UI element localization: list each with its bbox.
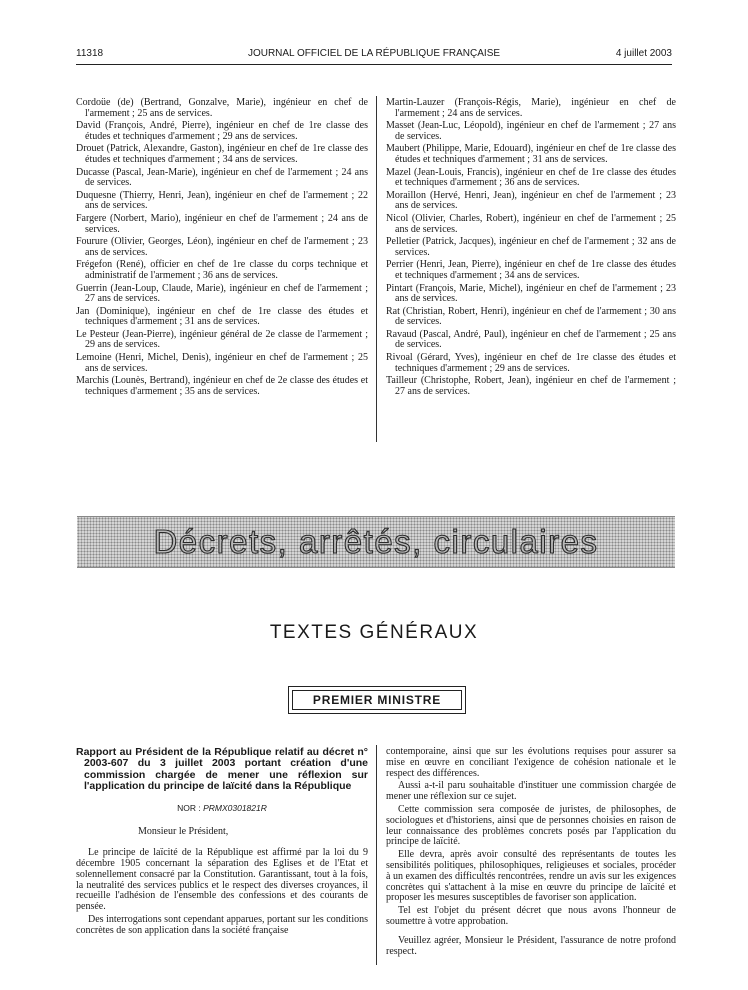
paragraph: Elle devra, après avoir consulté des représentants de toutes les sensibilités politiques, philosophiques, religieuses et sociales, procéder à un examen des difficultés rencontrées, rendre un avis sur les exigences concrètes qui s'attachent à la mise en œuvre du principe de laïcité et proposer les mesures susceptibles de favoriser son application. <box>386 849 676 904</box>
list-item: Guerrin (Jean-Loup, Claude, Marie), ingénieur en chef de l'armement ; 27 ans de services. <box>76 282 368 305</box>
salutation: Monsieur le Président, <box>138 826 229 838</box>
list-item: Martin-Lauzer (François-Régis, Marie), ingénieur en chef de l'armement ; 24 ans de services. <box>386 97 676 119</box>
page-header <box>76 48 672 65</box>
list-item: Drouet (Patrick, Alexandre, Gaston), ingénieur en chef de 1re classe des études et techniques d'armement ; 34 ans de services. <box>76 143 368 165</box>
list-item: Pintart (François, Marie, Michel), ingénieur en chef de l'armement ; 23 ans de services. <box>386 282 676 305</box>
list-item: Rivoal (Gérard, Yves), ingénieur en chef de 1re classe des études et techniques d'armement ; 29 ans de services. <box>386 352 676 374</box>
list-item: Maubert (Philippe, Marie, Edouard), ingénieur en chef de 1re classe des études et techniques d'armement ; 31 ans de services. <box>386 143 676 165</box>
section-title: TEXTES GÉNÉRAUX <box>269 622 479 643</box>
list-item: Frégefon (René), officier en chef de 1re classe du corps technique et administratif de l'armement ; 36 ans de services. <box>76 259 368 281</box>
paragraph: Cette commission sera composée de juristes, de philosophes, de sociologues et d'historiens, ainsi que de personnes choisies en raison de leur connaissance des problèmes concrets posés par l'application du principe de laïcité. <box>386 803 676 848</box>
list-item: Jan (Dominique), ingénieur en chef de 1re classe des études et techniques d'armement ; 31 ans de services. <box>76 305 368 328</box>
nor-label: NOR : <box>177 802 201 813</box>
list-item: Moraillon (Hervé, Henri, Jean), ingénieur en chef de l'armement ; 23 ans de services. <box>386 189 676 212</box>
list-item: Duquesne (Thierry, Henri, Jean), ingénieur en chef de l'armement ; 22 ans de services. <box>76 189 368 212</box>
section-banner <box>77 516 675 568</box>
paragraph: Tel est l'objet du présent décret que nous avons l'honneur de soumettre à votre approbation. <box>386 905 676 927</box>
paragraph: Des interrogations sont cependant apparues, portant sur les conditions concrètes de son application dans la société française <box>76 914 368 936</box>
ministry-label: PREMIER MINISTRE <box>312 693 442 707</box>
list-item: Fourure (Olivier, Georges, Léon), ingénieur en chef de l'armement ; 23 ans de services. <box>76 236 368 258</box>
column-divider <box>376 96 377 442</box>
list-item: David (François, André, Pierre), ingénieur en chef de 1re classe des études et techniques d'armement ; 29 ans de services. <box>76 120 368 142</box>
list-item: Ducasse (Pascal, Jean-Marie), ingénieur en chef de l'armement ; 24 ans de services. <box>76 166 368 189</box>
banner-heading: Décrets, arrêtés, circulaires <box>153 523 599 560</box>
list-item: Masset (Jean-Luc, Léopold), ingénieur en chef de l'armement ; 27 ans de services. <box>386 120 676 142</box>
list-item: Tailleur (Christophe, Robert, Jean), ingénieur en chef de l'armement ; 27 ans de services. <box>386 375 676 397</box>
column-divider <box>376 745 377 965</box>
paragraph: Le principe de laïcité de la République est affirmé par la loi du 9 décembre 1905 concernant la séparation des Eglises et de l'Etat et solennellement consacré par la Constitution. Garantissant, tout à la fois, la neutralité des services publics et le respect des diverses croyances, il recueille l'adhésion de l'ensemble des confessions et des courants de pensée. <box>76 847 368 913</box>
list-item: Le Pesteur (Jean-Pierre), ingénieur général de 2e classe de l'armement ; 29 ans de services. <box>76 328 368 351</box>
list-item: Nicol (Olivier, Charles, Robert), ingénieur en chef de l'armement ; 25 ans de services. <box>386 212 676 235</box>
nor-value: PRMX0301821R <box>203 802 267 813</box>
report-title: Rapport au Président de la République relatif au décret n° 2003-607 du 3 juillet 2003 portant création d'une commission chargée de mener une réflexion sur l'application du principe de laïcité dans la République <box>76 746 368 793</box>
list-item: Marchis (Lounès, Bertrand), ingénieur en chef de 2e classe des études et techniques d'armement ; 35 ans de services. <box>76 375 368 397</box>
list-item: Rat (Christian, Robert, Henri), ingénieur en chef de l'armement ; 30 ans de services. <box>386 305 676 328</box>
list-item: Perrier (Henri, Jean, Pierre), ingénieur en chef de 1re classe des études et techniques d'armement ; 34 ans de services. <box>386 259 676 281</box>
issue-date: 4 juillet 2003 <box>615 48 672 59</box>
list-item: Lemoine (Henri, Michel, Denis), ingénieur en chef de l'armement ; 25 ans de services. <box>76 352 368 374</box>
right-column-list <box>386 98 676 399</box>
list-item: Mazel (Jean-Louis, Francis), ingénieur en chef de 1re classe des études et techniques d'armement ; 36 ans de services. <box>386 166 676 189</box>
list-item: Cordoüe (de) (Bertrand, Gonzalve, Marie), ingénieur en chef de l'armement ; 25 ans de services. <box>76 97 368 119</box>
journal-title: JOURNAL OFFICIEL DE LA RÉPUBLIQUE FRANÇAISE <box>247 48 501 59</box>
ministry-box <box>288 686 466 714</box>
left-column-list <box>76 98 368 399</box>
closing-formula: Veuillez agréer, Monsieur le Président, l'assurance de notre profond respect. <box>386 934 676 957</box>
report-left-column <box>76 747 368 939</box>
list-item: Fargere (Norbert, Mario), ingénieur en chef de l'armement ; 24 ans de services. <box>76 212 368 235</box>
nor-reference <box>76 803 368 814</box>
paragraph: contemporaine, ainsi que sur les évolutions requises pour assurer sa mise en œuvre en conciliant l'exigence de cohésion nationale et le respect des différences. <box>386 746 676 779</box>
report-right-column <box>386 747 676 959</box>
list-item: Ravaud (Pascal, André, Paul), ingénieur en chef de l'armement ; 25 ans de services. <box>386 328 676 351</box>
paragraph: Aussi a-t-il paru souhaitable d'instituer une commission chargée de mener une réflexion sur ce sujet. <box>386 780 676 803</box>
list-item: Pelletier (Patrick, Jacques), ingénieur en chef de l'armement ; 32 ans de services. <box>386 236 676 258</box>
page-number: 11318 <box>76 48 104 59</box>
